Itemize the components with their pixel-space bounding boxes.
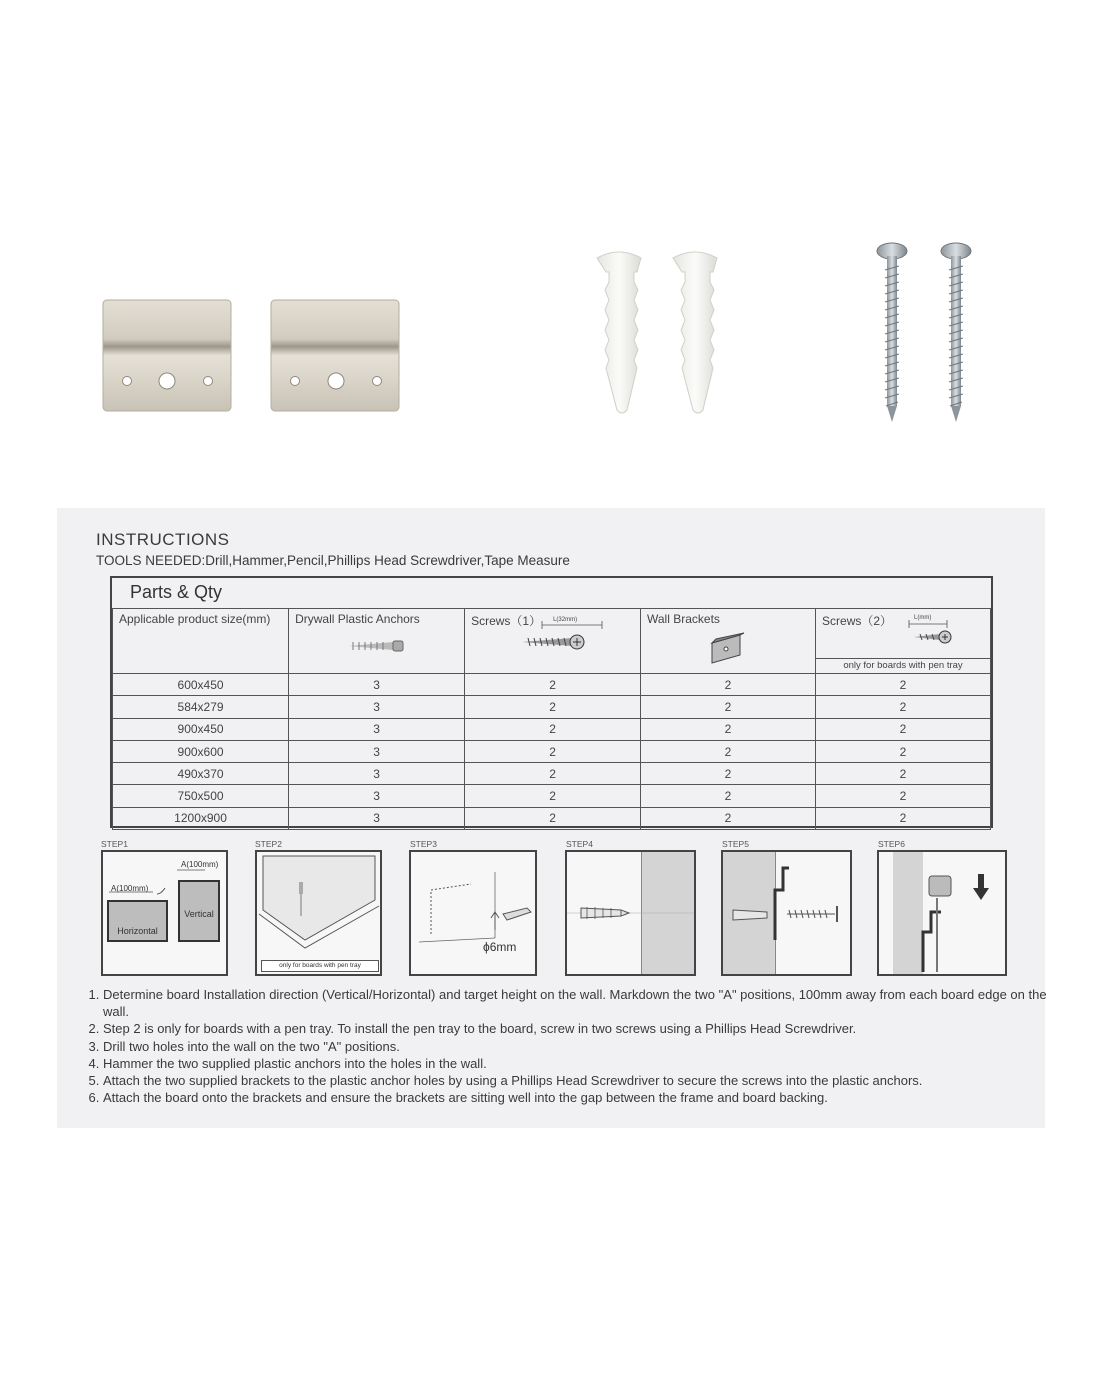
step-label: STEP3 — [410, 839, 437, 849]
step-label: STEP5 — [722, 839, 749, 849]
instruction-list — [83, 986, 1053, 1106]
instruction-item: 3. Drill two holes into the wall on the two "A" positions. — [103, 1038, 1053, 1055]
table-cell: 2 — [465, 763, 641, 785]
hardware-photos — [0, 0, 1100, 500]
instruction-item: 5. Attach the two supplied brackets to the plastic anchor holes by using a Phillips Head Screwdriver to secure the screws into the plastic anchors. — [103, 1072, 1053, 1089]
wall-bracket-photo-2 — [271, 300, 399, 411]
table-cell: 2 — [465, 696, 641, 718]
dimension-line-icon — [541, 621, 603, 629]
col-header-size: Applicable product size(mm) — [113, 609, 289, 674]
parts-title: Parts & Qty — [130, 582, 223, 602]
tools-needed: TOOLS NEEDED:Drill,Hammer,Pencil,Phillips Head Screwdriver,Tape Measure — [96, 553, 570, 568]
table-cell: 2 — [641, 674, 816, 696]
table-cell: 2 — [465, 785, 641, 807]
table-cell: 2 — [816, 785, 991, 807]
table-cell: 1200x900 — [113, 807, 289, 829]
step6-diagram — [877, 850, 1007, 976]
table-cell: 2 — [465, 740, 641, 762]
step-label: STEP1 — [101, 839, 128, 849]
table-cell: 2 — [465, 718, 641, 740]
instruction-item: 6. Attach the board onto the brackets and ensure the brackets are sitting well into the gap between the frame and board backing. — [103, 1089, 1053, 1106]
col-header-screws-1: Screws（1） L(32mm) — [465, 609, 641, 674]
table-cell: 2 — [641, 718, 816, 740]
screw-photo-2 — [941, 243, 971, 422]
table-cell: 2 — [465, 674, 641, 696]
table-cell: 3 — [289, 674, 465, 696]
screw2-dimension: L(mm) — [914, 615, 932, 621]
table-cell: 3 — [289, 785, 465, 807]
table-cell: 3 — [289, 740, 465, 762]
plastic-anchor-photo-1 — [597, 252, 641, 413]
table-cell: 2 — [816, 674, 991, 696]
a-label-right: A(100mm) — [181, 860, 219, 869]
parts-qty-box — [110, 576, 993, 828]
screw-photo-1 — [877, 243, 907, 422]
table-cell: 2 — [641, 807, 816, 829]
table-cell: 750x500 — [113, 785, 289, 807]
table-row — [113, 740, 991, 762]
table-cell: 3 — [289, 718, 465, 740]
a-label-left: A(100mm) — [111, 884, 149, 893]
dimension-line-icon — [908, 620, 948, 628]
instruction-item: 2. Step 2 is only for boards with a pen tray. To install the pen tray to the board, screw in two screws using a Phillips Head Screwdriver. — [103, 1020, 1053, 1037]
step3-diagram — [409, 850, 537, 976]
step4-diagram — [565, 850, 696, 976]
col-header-screws-2: Screws（2） L(mm) only for boards with pen tray — [816, 609, 991, 674]
table-row — [113, 674, 991, 696]
table-cell: 2 — [816, 740, 991, 762]
plastic-anchor-photo-2 — [673, 252, 717, 413]
screw2-note: only for boards with pen tray — [816, 658, 990, 673]
table-cell: 2 — [641, 696, 816, 718]
board-tray-icon — [257, 852, 381, 962]
step2-diagram — [255, 850, 382, 976]
table-cell: 3 — [289, 696, 465, 718]
table-body — [113, 674, 991, 830]
vertical-board: Vertical — [178, 880, 220, 942]
table-row — [113, 807, 991, 829]
table-cell: 600x450 — [113, 674, 289, 696]
table-row — [113, 763, 991, 785]
instruction-sheet — [57, 508, 1045, 1128]
wall-bracket-photo-1 — [103, 300, 231, 411]
table-row — [113, 785, 991, 807]
anchor-insert-icon — [567, 852, 695, 974]
table-cell: 2 — [816, 718, 991, 740]
step1-diagram — [101, 850, 228, 976]
instruction-item: 4. Hammer the two supplied plastic anchors into the holes in the wall. — [103, 1055, 1053, 1072]
board-hang-icon — [879, 852, 1007, 974]
table-cell: 2 — [641, 785, 816, 807]
col-header-anchors: Drywall Plastic Anchors — [289, 609, 465, 674]
table-header-row — [113, 609, 991, 674]
table-cell: 2 — [816, 763, 991, 785]
instruction-item: 1. Determine board Installation direction (Vertical/Horizontal) and target height on the wall. Markdown the two "A" positions, 100mm away from each board edge on the wall. — [103, 986, 1053, 1020]
parts-table — [112, 608, 991, 830]
bracket-icon — [708, 631, 748, 665]
step-label: STEP4 — [566, 839, 593, 849]
table-cell: 2 — [465, 807, 641, 829]
table-cell: 2 — [816, 696, 991, 718]
screw1-dimension: L(32mm) — [553, 617, 578, 623]
table-cell: 3 — [289, 807, 465, 829]
bracket-screw-icon — [723, 852, 851, 974]
short-screw-icon — [912, 629, 952, 645]
step-label: STEP6 — [878, 839, 905, 849]
step-label: STEP2 — [255, 839, 282, 849]
sheet-title: INSTRUCTIONS — [96, 530, 230, 549]
table-cell: 900x600 — [113, 740, 289, 762]
step2-note: only for boards with pen tray — [261, 960, 379, 972]
step5-diagram — [721, 850, 852, 976]
table-cell: 490x370 — [113, 763, 289, 785]
horizontal-board: Horizontal — [107, 900, 168, 942]
col-header-wall-brackets: Wall Brackets — [641, 609, 816, 674]
table-cell: 2 — [641, 763, 816, 785]
drill-size: ϕ6mm — [483, 940, 517, 954]
table-cell: 3 — [289, 763, 465, 785]
table-row — [113, 718, 991, 740]
table-cell: 2 — [816, 807, 991, 829]
table-row — [113, 696, 991, 718]
screw-icon — [520, 633, 586, 651]
table-cell: 584x279 — [113, 696, 289, 718]
table-cell: 900x450 — [113, 718, 289, 740]
table-cell: 2 — [641, 740, 816, 762]
anchor-icon — [347, 639, 407, 653]
drill-icon — [411, 852, 535, 974]
